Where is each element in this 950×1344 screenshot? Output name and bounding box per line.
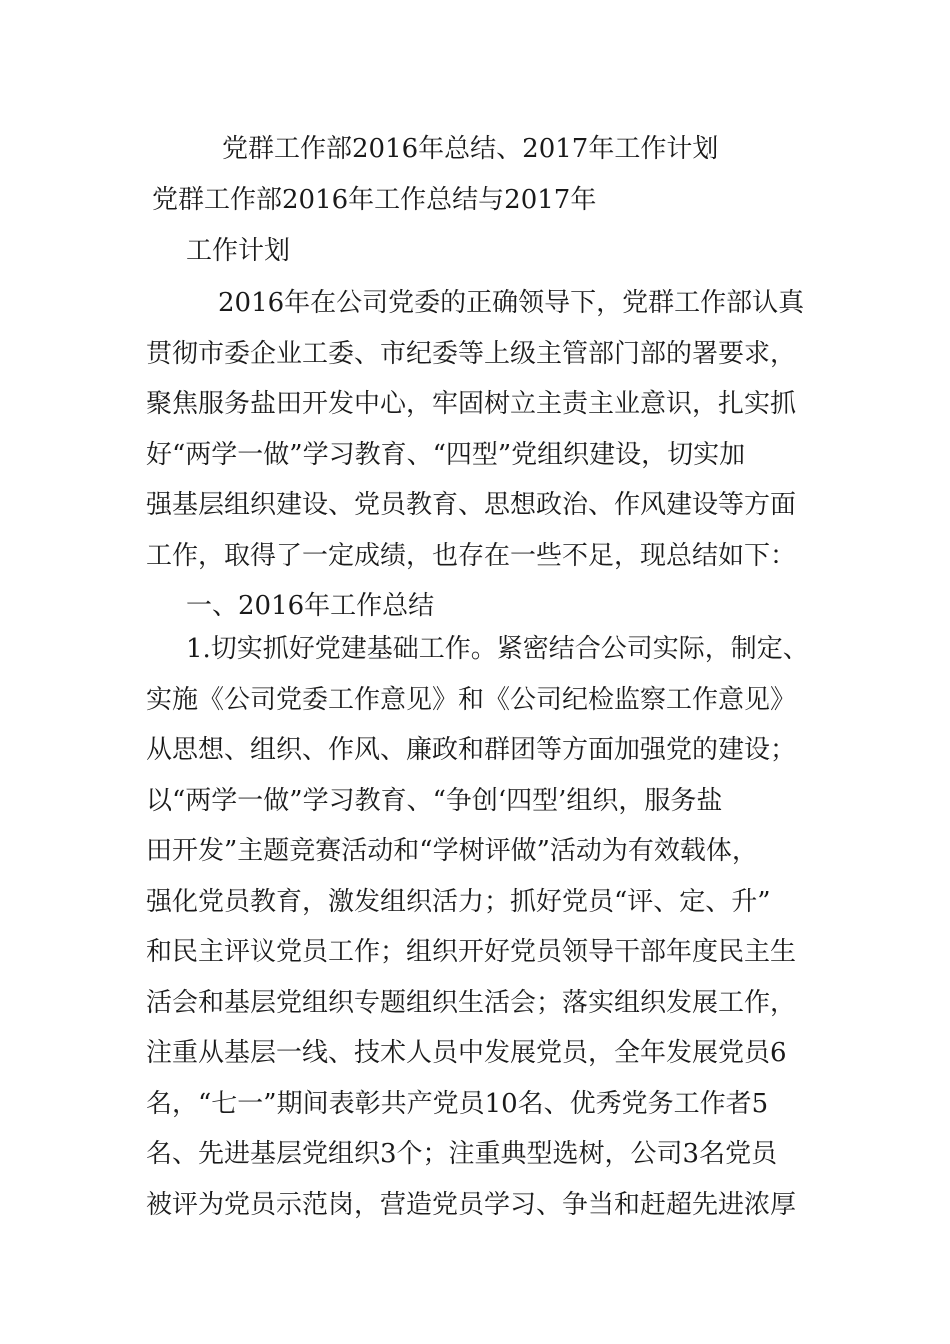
text-line: 田开发”主题竞赛活动和“学树评做”活动为有效载体，	[146, 836, 758, 866]
text-line: 名，“七一”期间表彰共产党员10名、优秀党务工作者5	[146, 1088, 769, 1119]
text-line: 实施《公司党委工作意见》和《公司纪检监察工作意见》	[146, 684, 797, 715]
text-line: 工作，取得了一定成绩，也存在一些不足，现总结如下：	[146, 540, 797, 571]
text-line: 和民主评议党员工作；组织开好党员领导干部年度民主生	[146, 937, 797, 967]
intro-paragraph	[146, 278, 810, 581]
text-line: 贯彻市委企业工委、市纪委等上级主管部门部的署要求，	[146, 338, 797, 369]
text-line: 2016年在公司党委的正确领导下，党群工作部认真	[218, 288, 805, 318]
text-line: 名、先进基层党组织3个；注重典型选树，公司3名党员	[146, 1139, 778, 1169]
text-line: 强基层组织建设、党员教育、思想政治、作风建设等方面	[146, 490, 797, 520]
text-line: 强化党员教育，激发组织活力；抓好党员“评、定、升”	[146, 886, 771, 917]
document-subtitle-line-1: 党群工作部2016年工作总结与2017年	[152, 185, 597, 215]
text-line: 以“两学一做”学习教育、“争创‘四型’组织，服务盐	[146, 785, 723, 816]
text-line: 从思想、组织、作风、廉政和群团等方面加强党的建设；	[146, 735, 797, 765]
text-line: 被评为党员示范岗，营造党员学习、争当和赶超先进浓厚	[146, 1189, 797, 1220]
document-subtitle-line-2: 工作计划	[186, 236, 291, 266]
text-line: 注重从基层一线、技术人员中发展党员，全年发展党员6	[146, 1038, 787, 1068]
document-title: 党群工作部2016年总结、2017年工作计划	[222, 134, 719, 164]
text-line: 活会和基层党组织专题组织生活会；落实组织发展工作，	[146, 987, 797, 1018]
section-heading-text: 一、2016年工作总结	[186, 591, 435, 621]
text-line: 好“两学一做”学习教育、“四型”党组织建设，切实加	[146, 439, 746, 470]
item-1-paragraph	[146, 624, 810, 1230]
text-line: 聚焦服务盐田开发中心，牢固树立主责主业意识，扎实抓	[146, 389, 797, 419]
text-line: 1.切实抓好党建基础工作。紧密结合公司实际，制定、	[186, 634, 809, 664]
